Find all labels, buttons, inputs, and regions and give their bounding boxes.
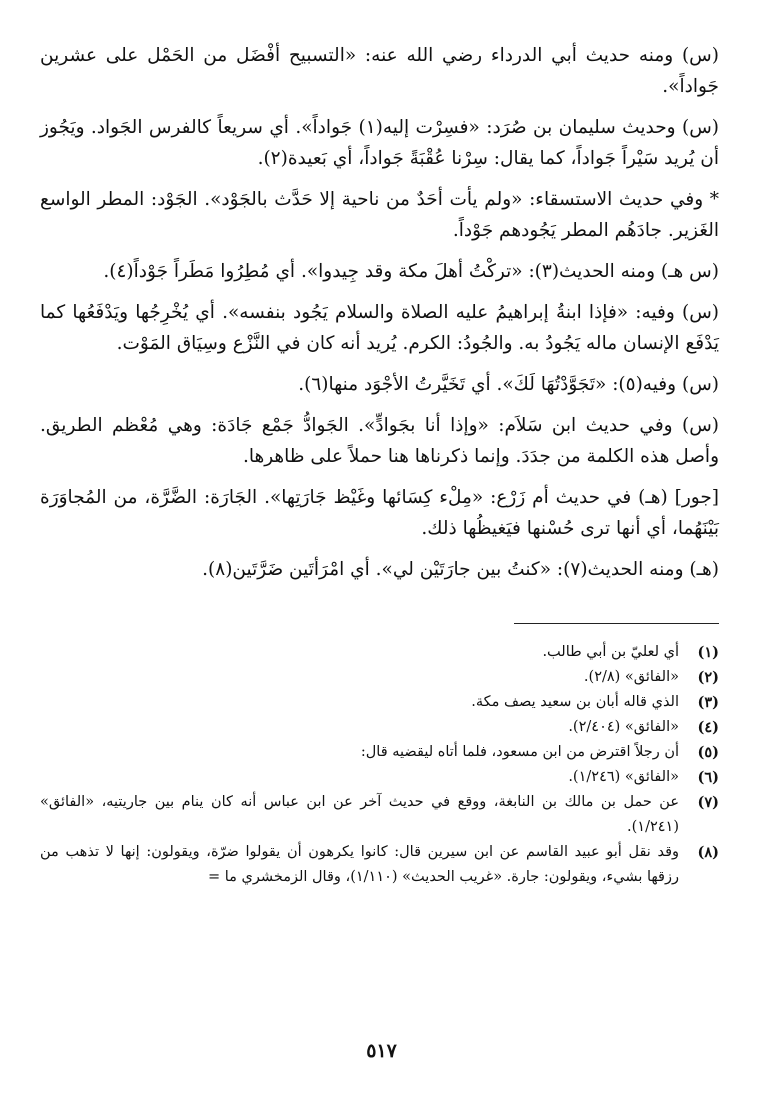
- footnote-text: أي لعليّ بن أبي طالب.: [542, 644, 679, 660]
- entry: (س) وحديث سليمان بن صُرَد: «فسِرْت إليه(١) جَواداً». أي سريعاً كالفرس الجَواد. ويَجُوز أن يُريد سَيْراً جَواداً، كما يقال: سِرْنا عُقْبَةً جَواداً، أي بَعيدة(٢).: [40, 117, 719, 169]
- entry: [جور] (هـ) في حديث أم زَرْع: «مِلْء كِسَائها وغَيْظ جَارَتِها». الجَارَة: الضَّرَّة، من المُجاوَرَة بَيْنَهُما، أي أنها ترى حُسْنها فيَغيظُها ذلك.: [40, 487, 719, 539]
- footnote-divider: [514, 623, 719, 624]
- footnote-text: وقد نقل أبو عبيد القاسم عن ابن سيرين قال: كانوا يكرهون أن يقولوا ضرّة، ويقولون: إنها لا تذهب من رزقها بشيء، ويقولون: جارة. «غريب الحديث» (١/١١٠)، وقال الزمخشري ما =: [40, 844, 679, 885]
- footnote-number: (٣): [697, 694, 719, 711]
- footnote: [40, 715, 719, 740]
- footnote: [40, 640, 719, 665]
- footnote-number: (٧): [697, 794, 719, 811]
- footnote: [40, 765, 719, 790]
- footnote: [40, 740, 719, 765]
- footnote-number: (٨): [697, 844, 719, 861]
- footnote: [40, 690, 719, 715]
- footnote-text: أن رجلاً اقترض من ابن مسعود، فلما أتاه ليقضيه قال:: [360, 744, 679, 760]
- footnote: [40, 665, 719, 690]
- entry: (س) وفيه: «فإذا ابنةُ إبراهيمُ عليه الصلاة والسلام يَجُود بنفسه». أي يُخْرِجُها ويَدْفَعُها كما يَدْفَع الإنسان ماله يَجُودُ به. والجُودُ: الكرم. يُريد أنه كان في النَّزْع وسِيَاق المَوْت.: [40, 302, 719, 354]
- page-number: ٥١٧: [366, 1040, 397, 1062]
- footnote-number: (٦): [697, 769, 719, 786]
- footnote-text: «الفائق» (٢/٨).: [583, 669, 679, 685]
- entry: (س) وفي حديث ابن سَلاَم: «وإذا أنا بجَوادٍّ». الجَوادُّ جَمْع جَادَة: وهي مُعْظم الطريق. وأصل هذه الكلمة من جدَدَ. وإنما ذكرناها هنا حملاً على ظاهرها.: [40, 415, 719, 467]
- footnote: [40, 840, 719, 890]
- footnote-number: (٤): [697, 719, 719, 736]
- entry: (س) ومنه حديث أبي الدرداء رضي الله عنه: «التسبيح أفْضَل من الحَمْل على عشرين جَواداً».: [40, 45, 719, 97]
- entry: * وفي حديث الاستسقاء: «ولم يأت أحَدٌ من ناحية إلا حَدَّث بالجَوْد». الجَوْد: المطر الواسع الغَزير. جادَهُم المطر يَجُودهم جَوْداً.: [40, 189, 719, 241]
- entry: (س) وفيه(٥): «تَجَوَّدْتُهَا لَكَ». أي تَخَيَّرتُ الأجْوَد منها(٦).: [298, 374, 719, 395]
- footnote-number: (٥): [697, 744, 719, 761]
- footnote-number: (٢): [697, 669, 719, 686]
- entry: (س هـ) ومنه الحديث(٣): «تركْتُ أهلَ مكة وقد جِيدوا». أي مُطِرُوا مَطَراً جَوْداً(٤).: [103, 261, 719, 282]
- entries: [40, 40, 719, 585]
- footnote: [40, 790, 719, 840]
- footnote-text: عن حمل بن مالك بن النابغة، ووقع في حديث آخر عن ابن عباس أنه كان ينام بين جاريتيه، «الفائق» (١/٢٤١).: [40, 794, 679, 835]
- footnote-number: (١): [697, 644, 719, 661]
- entry: (هـ) ومنه الحديث(٧): «كنتُ بين جارَتَيْن لي». أي امْرَأتَين ضَرَّتَين(٨).: [202, 559, 719, 580]
- footnote-text: «الفائق» (٢/٤٠٤).: [568, 719, 679, 735]
- footnotes: [40, 640, 719, 890]
- footnote-text: الذي قاله أبان بن سعيد يصف مكة.: [471, 694, 679, 710]
- footnote-text: «الفائق» (١/٢٤٦).: [568, 769, 679, 785]
